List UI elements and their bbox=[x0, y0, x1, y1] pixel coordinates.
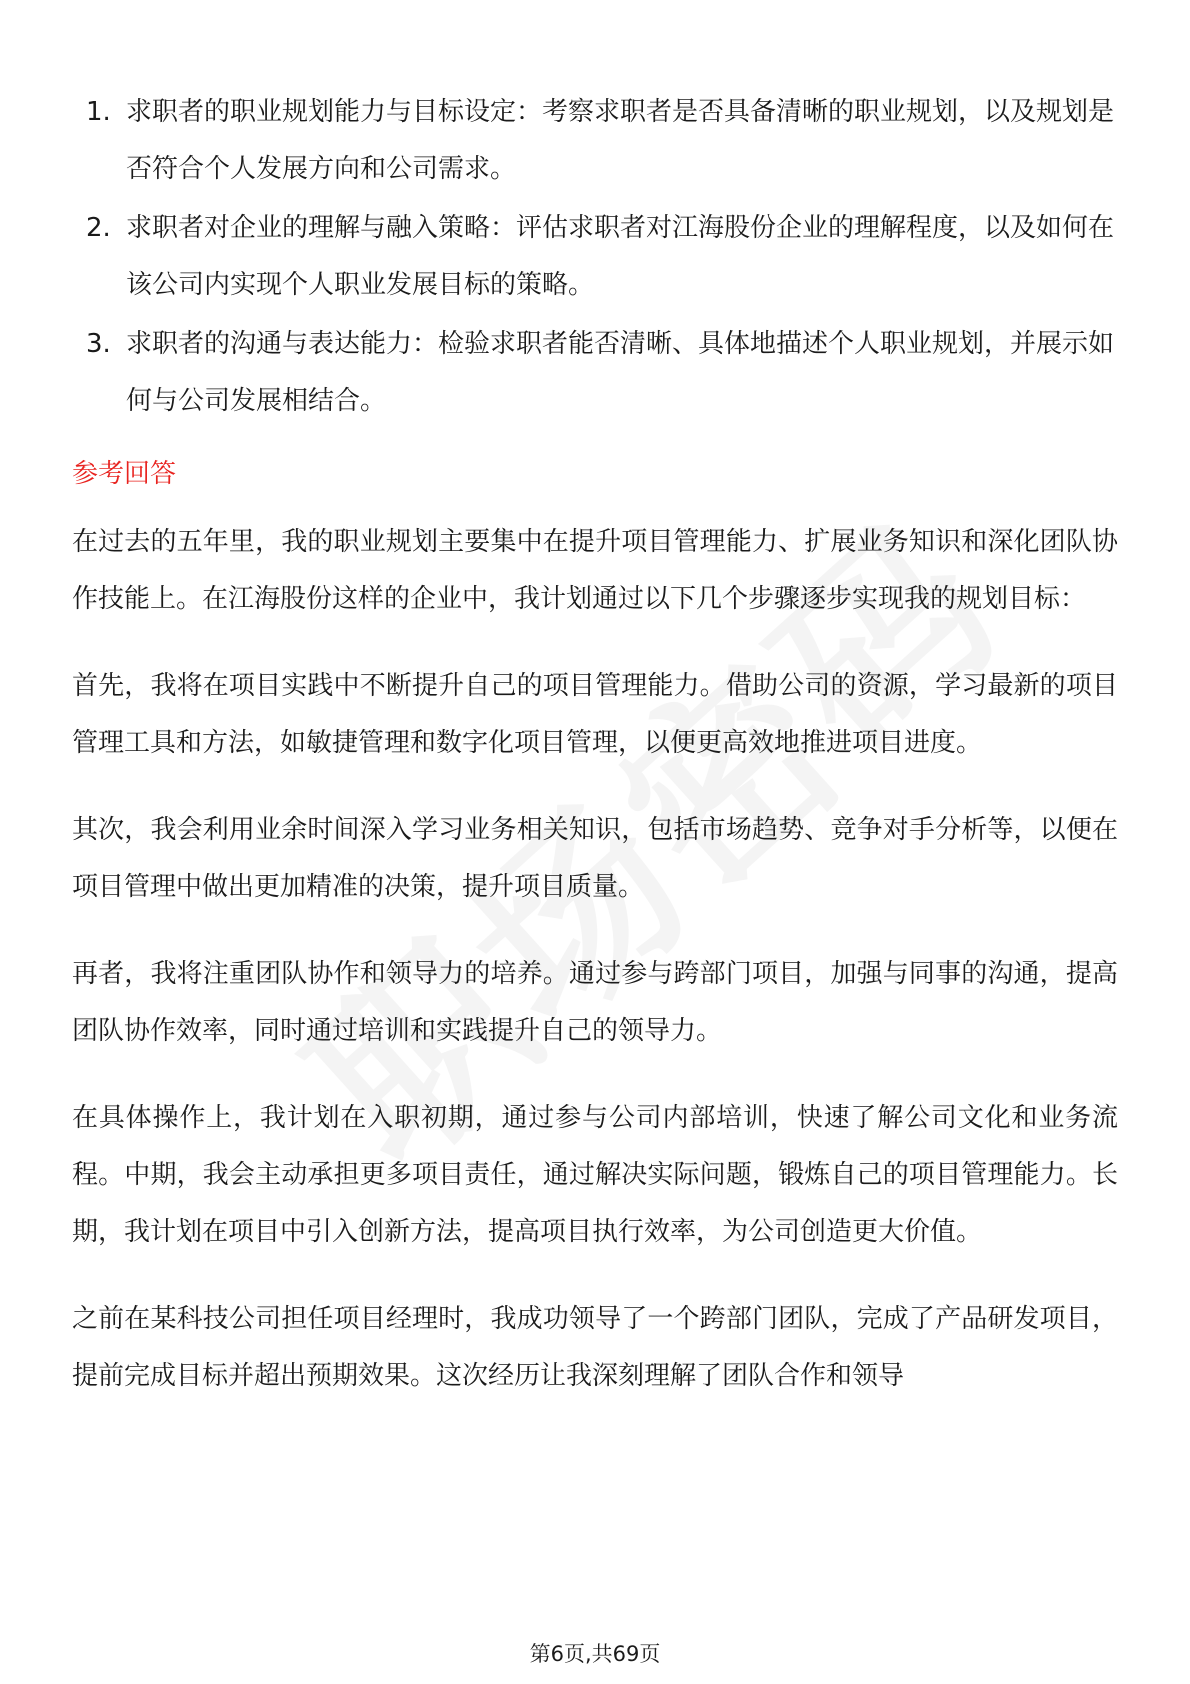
paragraph: 在具体操作上，我计划在入职初期，通过参与公司内部培训，快速了解公司文化和业务流程。中期，我会主动承担更多项目责任，通过解决实际问题，锻炼自己的项目管理能力。长期，我计划在项目中引入创新方法，提高项目执行效率，为公司创造更大价值。 bbox=[72, 1103, 1118, 1247]
answer-heading: 参考回答 bbox=[72, 459, 177, 489]
paragraph: 在过去的五年里，我的职业规划主要集中在提升项目管理能力、扩展业务知识和深化团队协作技能上。在江海股份这样的企业中，我计划通过以下几个步骤逐步实现我的规划目标： bbox=[72, 527, 1118, 614]
paragraph: 其次，我会利用业余时间深入学习业务相关知识，包括市场趋势、竞争对手分析等，以便在项目管理中做出更加精准的决策，提升项目质量。 bbox=[72, 815, 1118, 902]
list-number: 3. bbox=[86, 329, 111, 359]
paragraph: 之前在某科技公司担任项目经理时，我成功领导了一个跨部门团队，完成了产品研发项目，提前完成目标并超出预期效果。这次经历让我深刻理解了团队合作和领导 bbox=[72, 1304, 1118, 1391]
list-item bbox=[72, 84, 1118, 198]
list-item bbox=[72, 316, 1118, 430]
list-text: 求职者对企业的理解与融入策略：评估求职者对江海股份企业的理解程度，以及如何在该公司内实现个人职业发展目标的策略。 bbox=[126, 213, 1115, 300]
paragraph: 再者，我将注重团队协作和领导力的培养。通过参与跨部门项目，加强与同事的沟通，提高团队协作效率，同时通过培训和实践提升自己的领导力。 bbox=[72, 959, 1118, 1046]
list-number: 2. bbox=[86, 213, 111, 243]
paragraph: 首先，我将在项目实践中不断提升自己的项目管理能力。借助公司的资源，学习最新的项目管理工具和方法，如敏捷管理和数字化项目管理，以便更高效地推进项目进度。 bbox=[72, 671, 1118, 758]
criteria-list bbox=[72, 84, 1118, 430]
list-item bbox=[72, 200, 1118, 314]
list-number: 1. bbox=[86, 97, 111, 127]
list-text: 求职者的职业规划能力与目标设定：考察求职者是否具备清晰的职业规划，以及规划是否符合个人发展方向和公司需求。 bbox=[126, 97, 1115, 184]
list-text: 求职者的沟通与表达能力：检验求职者能否清晰、具体地描述个人职业规划，并展示如何与公司发展相结合。 bbox=[126, 329, 1115, 416]
page-footer: 第6页,共69页 bbox=[529, 1642, 661, 1666]
document-body bbox=[72, 84, 1118, 1435]
